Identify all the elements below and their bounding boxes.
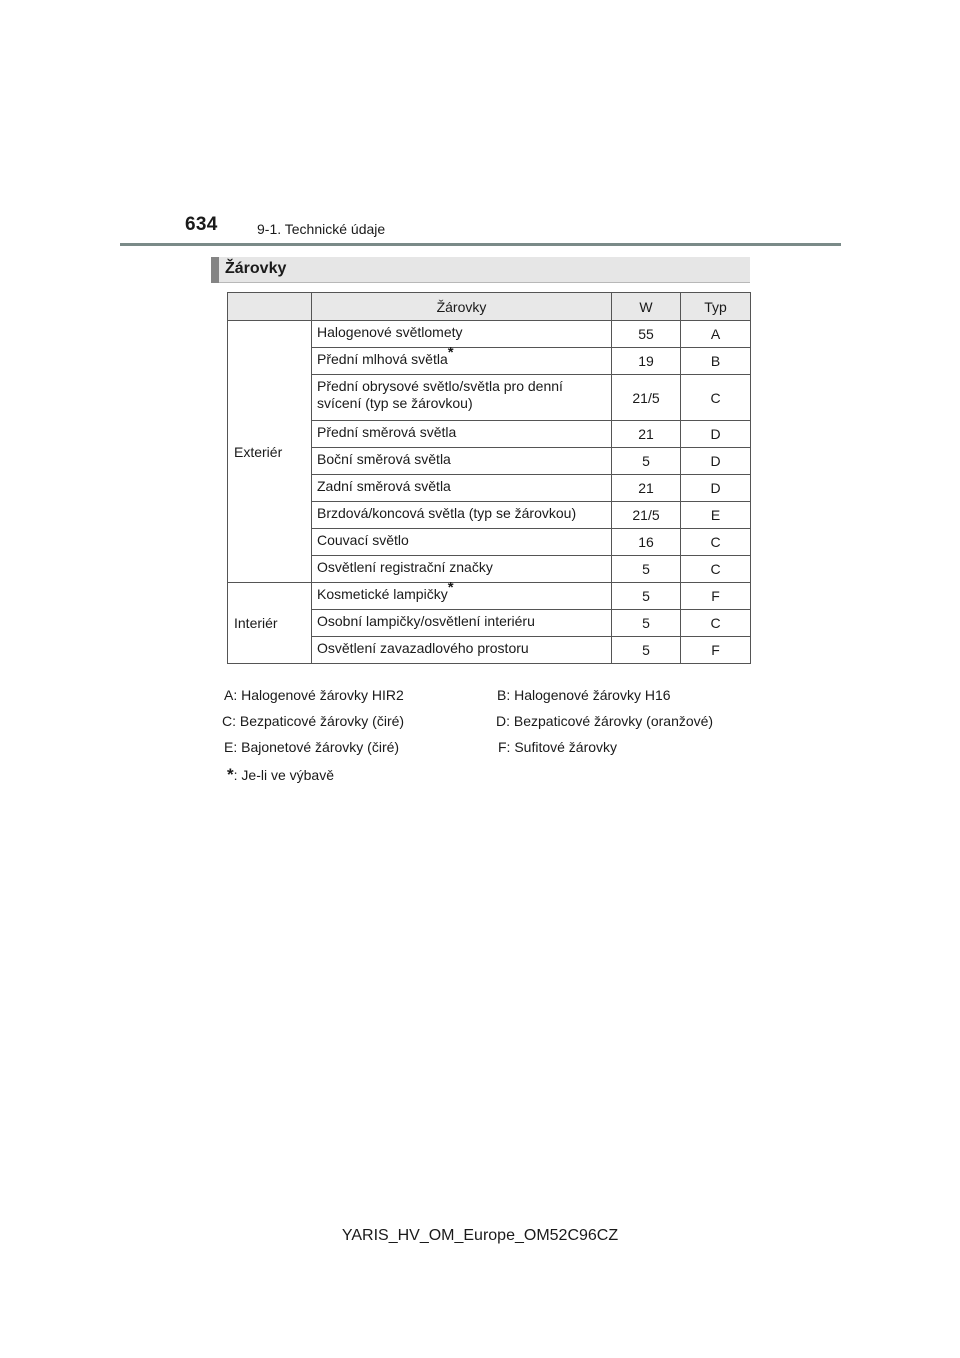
bulb-name: Osvětlení zavazadlového prostoru: [312, 637, 612, 664]
section-title: Žárovky: [225, 260, 287, 277]
header-type: Typ: [681, 293, 751, 321]
bulb-type: B: [681, 348, 751, 375]
bulb-type: C: [681, 610, 751, 637]
bulb-name: Přední obrysové světlo/světla pro denní svícení (typ se žárovkou): [312, 375, 612, 421]
header-watt: W: [612, 293, 681, 321]
footnote-marker: *: [227, 765, 234, 784]
legend-item-e: E: Bajonetové žárovky (čiré): [224, 739, 400, 755]
bulb-name: Přední směrová světla: [312, 421, 612, 448]
bulb-watt: 19: [612, 348, 681, 375]
bulb-watt: 16: [612, 529, 681, 556]
bulb-name-cell: [312, 579, 612, 610]
header-divider: [120, 243, 841, 246]
bulb-watt: 21: [612, 421, 681, 448]
bulb-name: Osobní lampičky/osvětlení interiéru: [312, 610, 612, 637]
group-label-interior: Interiér: [228, 583, 312, 664]
header-group-cell: [228, 293, 312, 321]
bulb-type: C: [681, 375, 751, 421]
footnote: [227, 765, 334, 785]
legend-item-a: A: Halogenové žárovky HIR2: [224, 687, 404, 703]
bulb-type: C: [681, 556, 751, 583]
bulb-name: Kosmetické lampičky: [317, 586, 448, 602]
bulb-watt: 5: [612, 637, 681, 664]
table-row: [228, 583, 751, 610]
header-bulbs: Žárovky: [312, 293, 612, 321]
bulb-type: F: [681, 637, 751, 664]
table-header-row: [228, 293, 751, 321]
bulb-type: D: [681, 421, 751, 448]
bulb-watt: 5: [612, 583, 681, 610]
legend-item-c: C: Bezpaticové žárovky (čiré): [222, 713, 405, 729]
legend-item-b: B: Halogenové žárovky H16: [497, 687, 671, 703]
bulb-name-cell: [312, 344, 612, 375]
bulb-watt: 21/5: [612, 375, 681, 421]
bulb-name: Přední mlhová světla: [317, 351, 448, 367]
page-number: 634: [185, 214, 218, 235]
bulb-name: Halogenové světlomety: [312, 321, 612, 348]
bulb-type: A: [681, 321, 751, 348]
bulb-type: E: [681, 502, 751, 529]
optional-marker: *: [447, 344, 454, 362]
table-row: [228, 321, 751, 348]
bulb-table: [227, 292, 751, 664]
bulb-type: F: [681, 583, 751, 610]
legend-item-d: D: Bezpaticové žárovky (oranžové): [496, 713, 714, 729]
bulb-watt: 21/5: [612, 502, 681, 529]
footnote-text: : Je-li ve výbavě: [233, 767, 334, 783]
bulb-watt: 21: [612, 475, 681, 502]
bulb-name: Couvací světlo: [312, 529, 612, 556]
section-marker-bar: [211, 257, 219, 283]
bulb-watt: 55: [612, 321, 681, 348]
bulb-name: Osvětlení registrační značky: [312, 556, 612, 583]
bulb-name: Boční směrová světla: [312, 448, 612, 475]
bulb-watt: 5: [612, 610, 681, 637]
bulb-type: C: [681, 529, 751, 556]
bulb-type: D: [681, 475, 751, 502]
bulb-name: Zadní směrová světla: [312, 475, 612, 502]
optional-marker: *: [447, 579, 454, 597]
group-label-exterior: Exteriér: [228, 321, 312, 583]
document-code: YARIS_HV_OM_Europe_OM52C96CZ: [341, 1227, 619, 1244]
bulb-watt: 5: [612, 556, 681, 583]
legend-item-f: F: Sufitové žárovky: [498, 739, 618, 755]
bulb-type: D: [681, 448, 751, 475]
chapter-title: 9-1. Technické údaje: [257, 221, 386, 237]
bulb-watt: 5: [612, 448, 681, 475]
section-heading: [211, 257, 750, 283]
bulb-name: Brzdová/koncová světla (typ se žárovkou): [312, 502, 612, 529]
